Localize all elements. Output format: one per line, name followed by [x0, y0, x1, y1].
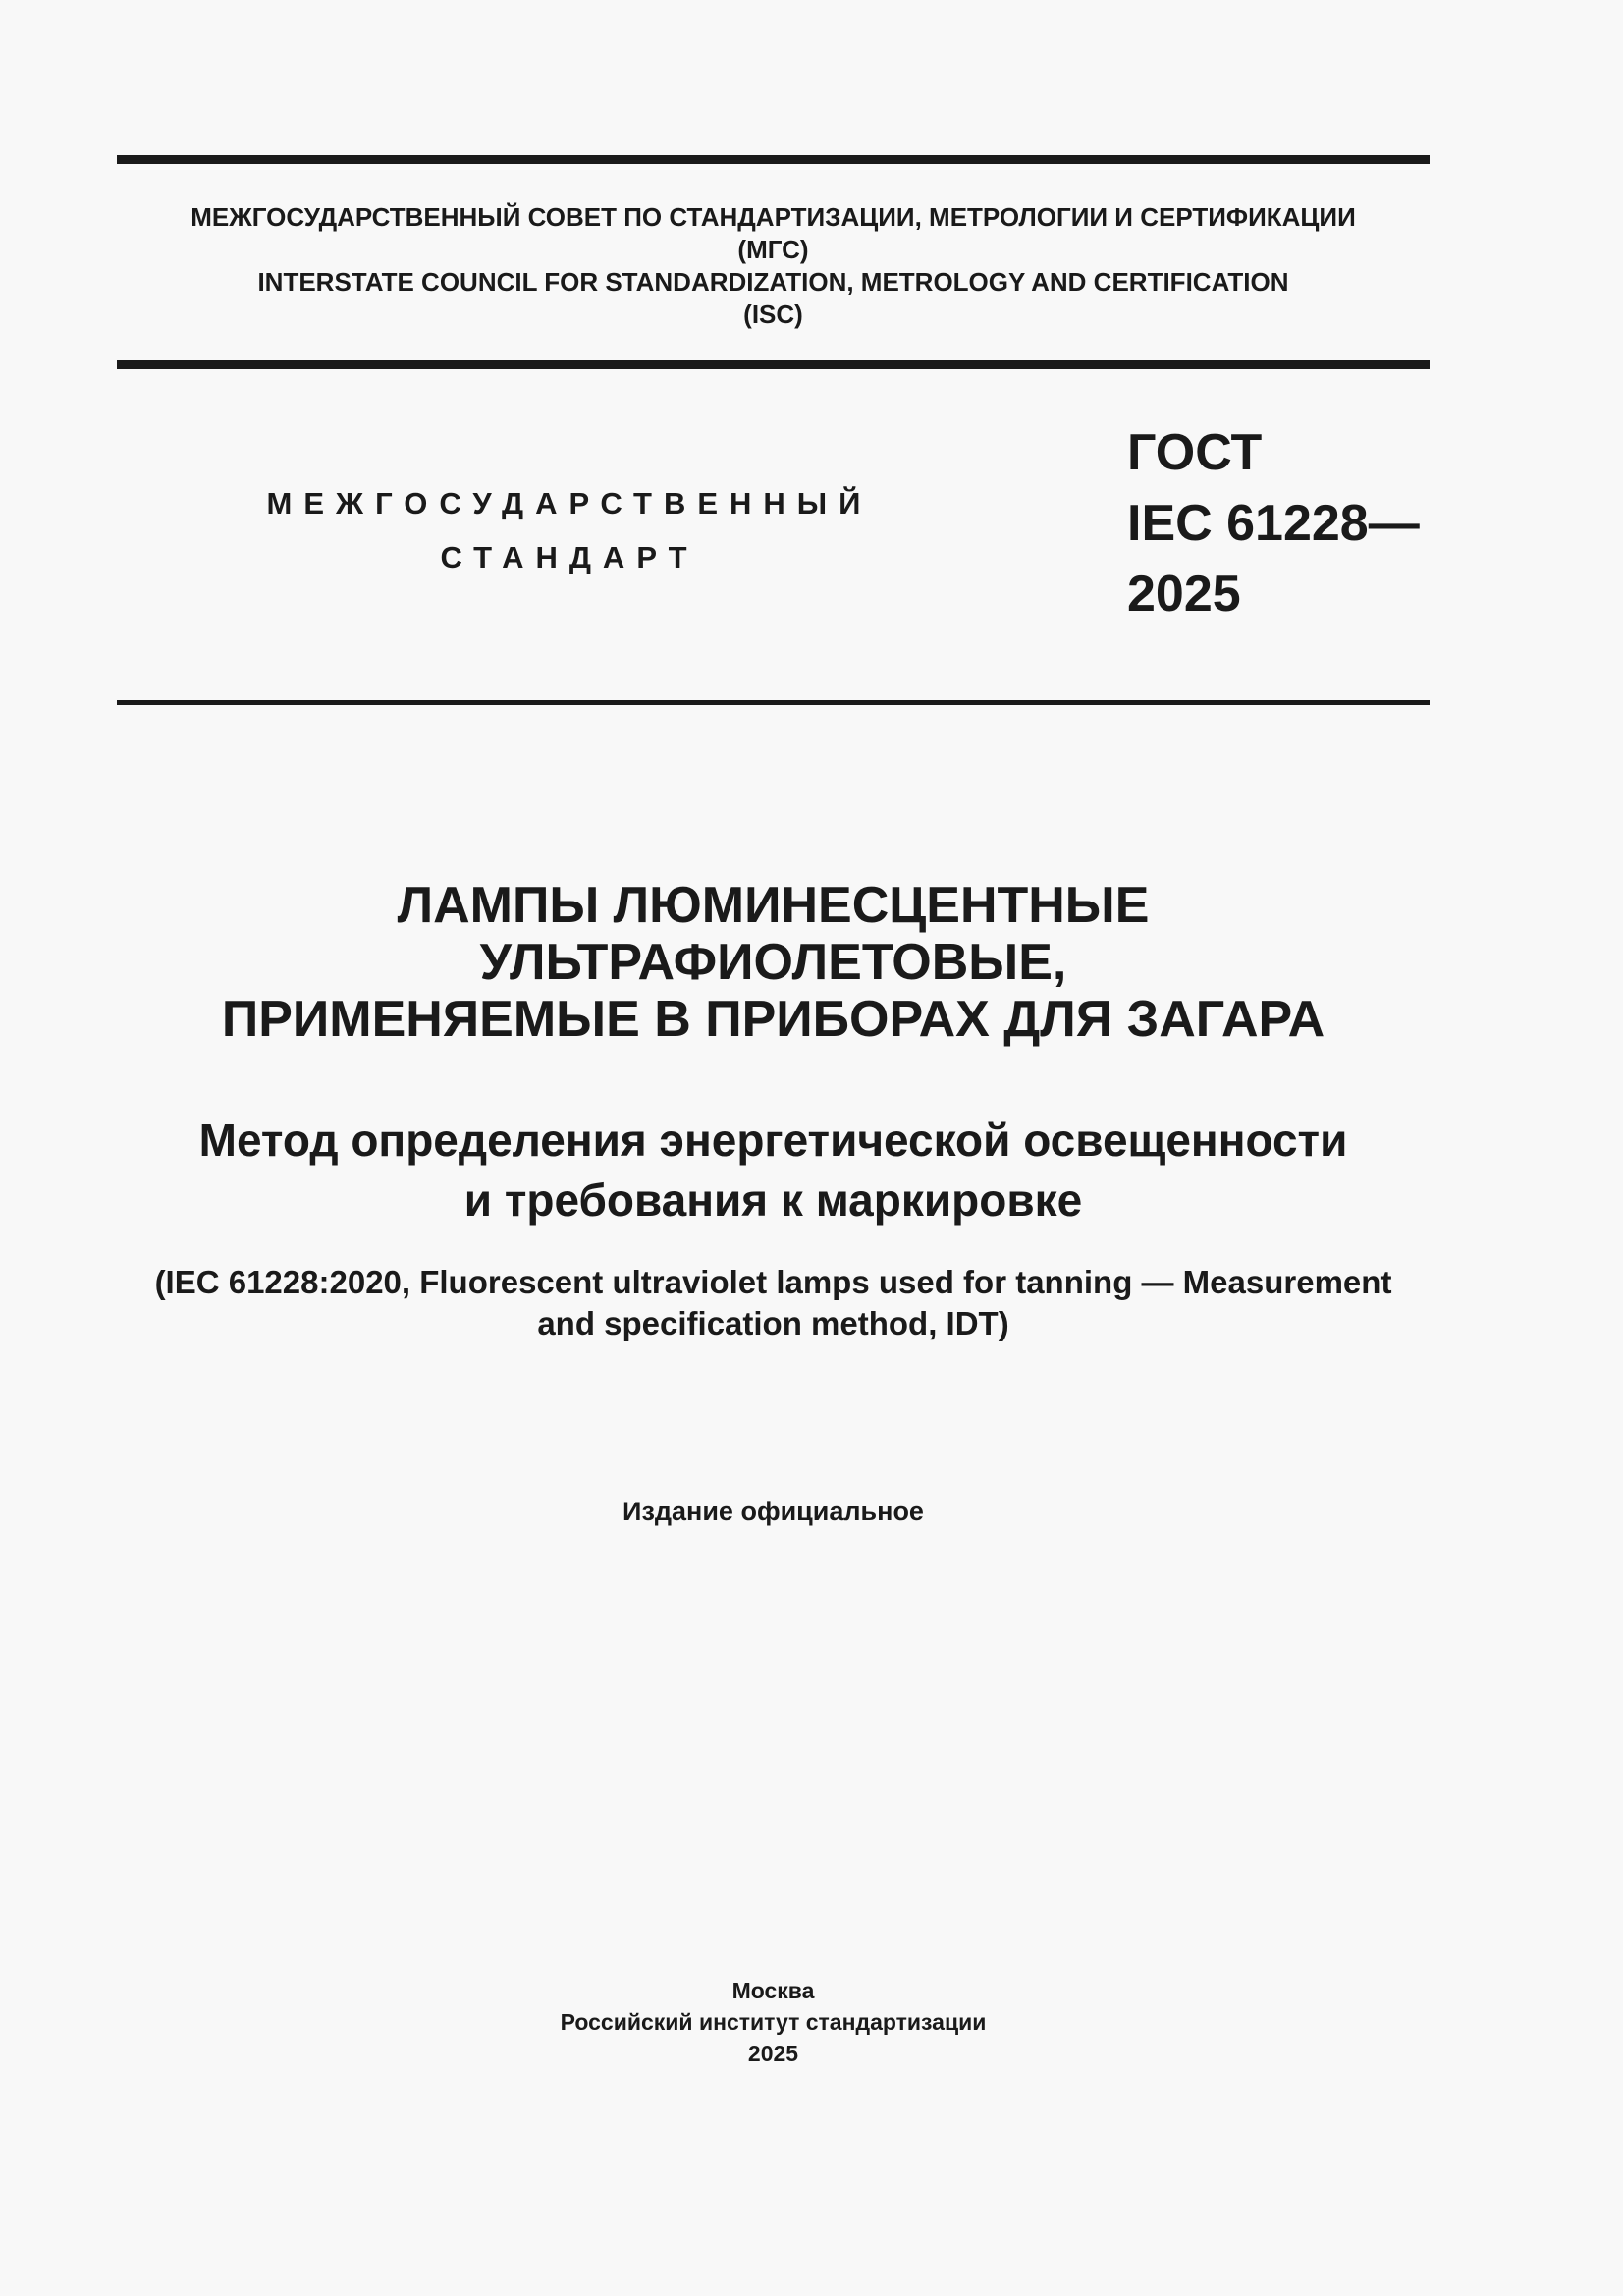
- document-title: [117, 877, 1430, 1048]
- council-name-ru: МЕЖГОСУДАРСТВЕННЫЙ СОВЕТ ПО СТАНДАРТИЗАЦИИ, МЕТРОЛОГИИ И СЕРТИФИКАЦИИ: [190, 202, 1356, 232]
- council-abbr-ru: (МГС): [737, 235, 809, 264]
- standard-kind: [226, 476, 913, 584]
- council-abbr-en: (ISC): [743, 300, 803, 329]
- standard-kind-line1: МЕЖГОСУДАРСТВЕННЫЙ: [266, 486, 873, 520]
- imprint: [117, 1975, 1430, 2069]
- top-rule: [117, 155, 1430, 164]
- council-header: [117, 201, 1430, 331]
- title-line2: УЛЬТРАФИОЛЕТОВЫЕ,: [479, 934, 1067, 991]
- imprint-year: 2025: [747, 2041, 799, 2066]
- standard-kind-line2: СТАНДАРТ: [440, 540, 699, 574]
- standard-designation: [1127, 417, 1420, 629]
- council-bottom-rule: [117, 360, 1430, 369]
- subtitle-line2: и требования к маркировке: [463, 1175, 1083, 1226]
- council-name-en: INTERSTATE COUNCIL FOR STANDARDIZATION, METROLOGY AND CERTIFICATION: [257, 267, 1289, 297]
- title-line3: ПРИМЕНЯЕМЫЕ В ПРИБОРАХ ДЛЯ ЗАГАРА: [221, 991, 1325, 1048]
- designation-line2: IEC 61228—: [1127, 495, 1420, 552]
- document-subtitle: [117, 1111, 1430, 1230]
- iec-reference: [117, 1262, 1430, 1344]
- subtitle-line1: Метод определения энергетической освещенности: [198, 1115, 1348, 1166]
- imprint-city: Москва: [731, 1978, 815, 2003]
- iec-reference-line2: and specification method, IDT): [537, 1305, 1009, 1341]
- designation-line3: 2025: [1127, 566, 1241, 623]
- designation-line1: ГОСТ: [1127, 424, 1263, 481]
- iec-reference-line1: (IEC 61228:2020, Fluorescent ultraviolet lamps used for tanning — Measurement: [154, 1264, 1392, 1300]
- imprint-publisher: Российский институт стандартизации: [560, 2009, 987, 2035]
- edition-label: Издание официальное: [622, 1497, 924, 1526]
- title-line1: ЛАМПЫ ЛЮМИНЕСЦЕНТНЫЕ: [397, 877, 1150, 934]
- designation-bottom-rule: [117, 700, 1430, 705]
